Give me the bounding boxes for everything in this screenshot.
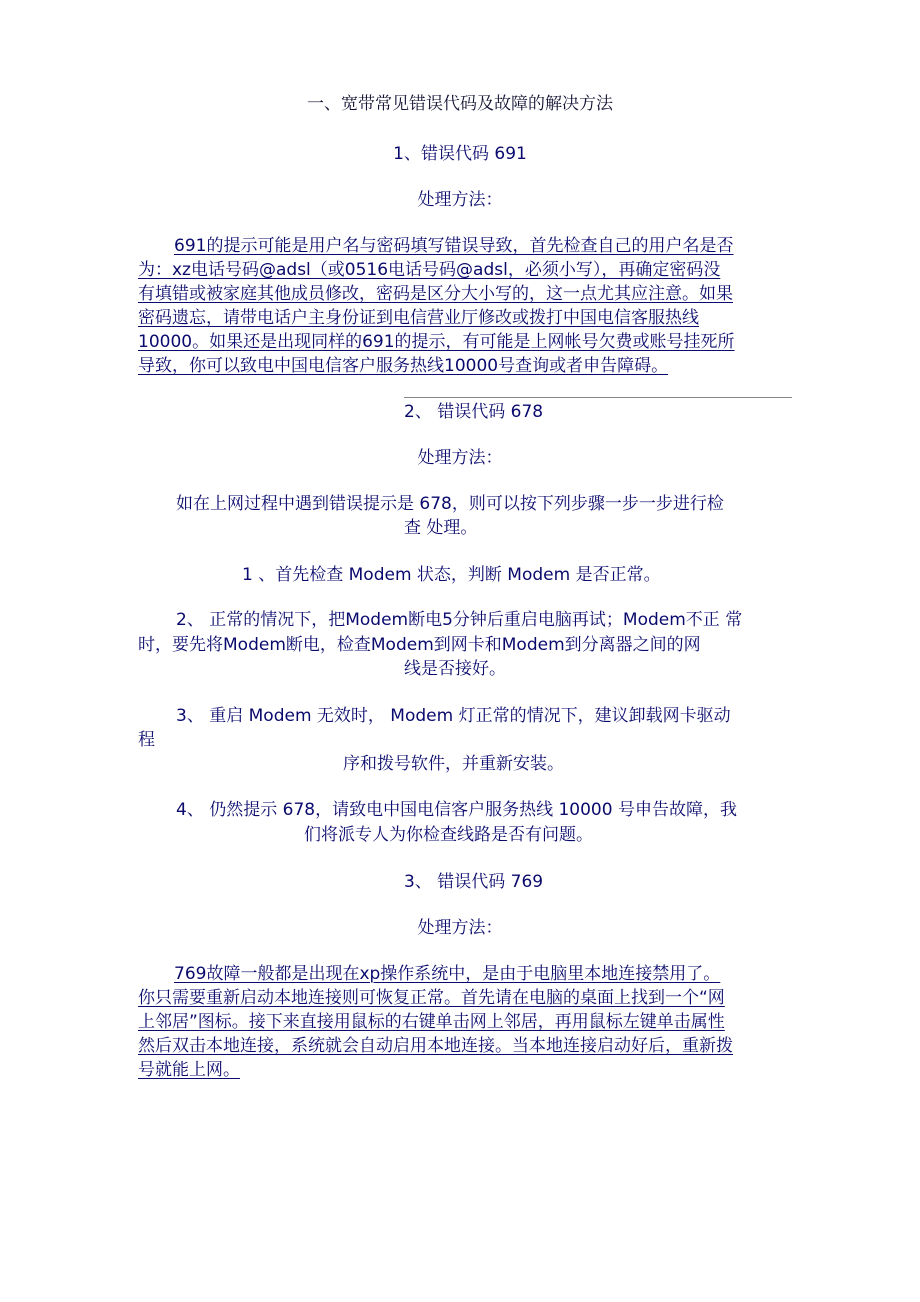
method-label-769: 处理方法： — [417, 918, 503, 938]
section-heading-691: 1、错误代码 691 — [393, 144, 527, 164]
method-label-678: 处理方法： — [417, 448, 503, 468]
method-label-691: 处理方法： — [417, 190, 503, 210]
step-2-line: 线是否接好。 — [404, 659, 506, 679]
paragraph-769-line: 上邻居”图标。接下来直接用鼠标的右键单击网上邻居，再用鼠标左键单击属性 — [138, 1012, 725, 1032]
paragraph-691-line: 导致，你可以致电中国电信客户服务热线10000号查询或者申告障碍。 — [138, 356, 669, 376]
step-3-line: 序和拨号软件，并重新安装。 — [343, 754, 564, 774]
step-3-line: 程 — [138, 730, 155, 750]
paragraph-691-line: 10000。如果还是出现同样的691的提示，有可能是上网帐号欠费或账号挂死所 — [138, 332, 735, 352]
paragraph-691-line: 密码遗忘，请带电话户主身份证到电信营业厅修改或拨打中国电信客服热线 — [138, 308, 699, 328]
step-4-line: 们将派专人为你检查线路是否有问题。 — [304, 825, 593, 845]
paragraph-691-line: 为：xz电话号码@adsl（或0516电话号码@adsl，必须小写），再确定密码没 — [138, 260, 721, 280]
step-4-line: 4、 仍然提示 678，请致电中国电信客户服务热线 10000 号申告故障，我 — [176, 800, 737, 820]
section-heading-769: 3、 错误代码 769 — [404, 872, 544, 892]
paragraph-769-line: 然后双击本地连接，系统就会自动启用本地连接。当本地连接启动好后，重新拨 — [138, 1036, 733, 1056]
step-2-line: 时，要先将Modem断电，检查Modem到网卡和Modem到分离器之间的网 — [138, 635, 701, 655]
intro-678-line: 如在上网过程中遇到错误提示是 678，则可以按下列步骤一步一步进行检 — [176, 494, 724, 514]
intro-678-line: 查 处理。 — [404, 518, 478, 538]
paragraph-769-line: 你只需要重新启动本地连接则可恢复正常。首先请在电脑的桌面上找到一个“网 — [138, 988, 725, 1008]
document-title: 一、宽带常见错误代码及故障的解决方法 — [307, 94, 613, 114]
divider-line — [404, 397, 792, 398]
paragraph-691-line: 有填错或被家庭其他成员修改，密码是区分大小写的，这一点尤其应注意。如果 — [138, 284, 733, 304]
step-2-line: 2、 正常的情况下，把Modem断电5分钟后重启电脑再试；Modem不正 常 — [176, 610, 743, 630]
section-heading-678: 2、 错误代码 678 — [404, 402, 544, 422]
paragraph-691-line: 691的提示可能是用户名与密码填写错误导致，首先检查自己的用户名是否 — [174, 236, 734, 256]
paragraph-769-line: 769故障一般都是出现在xp操作系统中，是由于电脑里本地连接禁用了。 — [174, 964, 721, 984]
paragraph-769-line: 号就能上网。 — [138, 1060, 240, 1080]
step-3-line: 3、 重启 Modem 无效时， Modem 灯正常的情况下，建议卸载网卡驱动 — [176, 706, 731, 726]
step-1: 1 、首先检查 Modem 状态，判断 Modem 是否正常。 — [242, 565, 661, 585]
